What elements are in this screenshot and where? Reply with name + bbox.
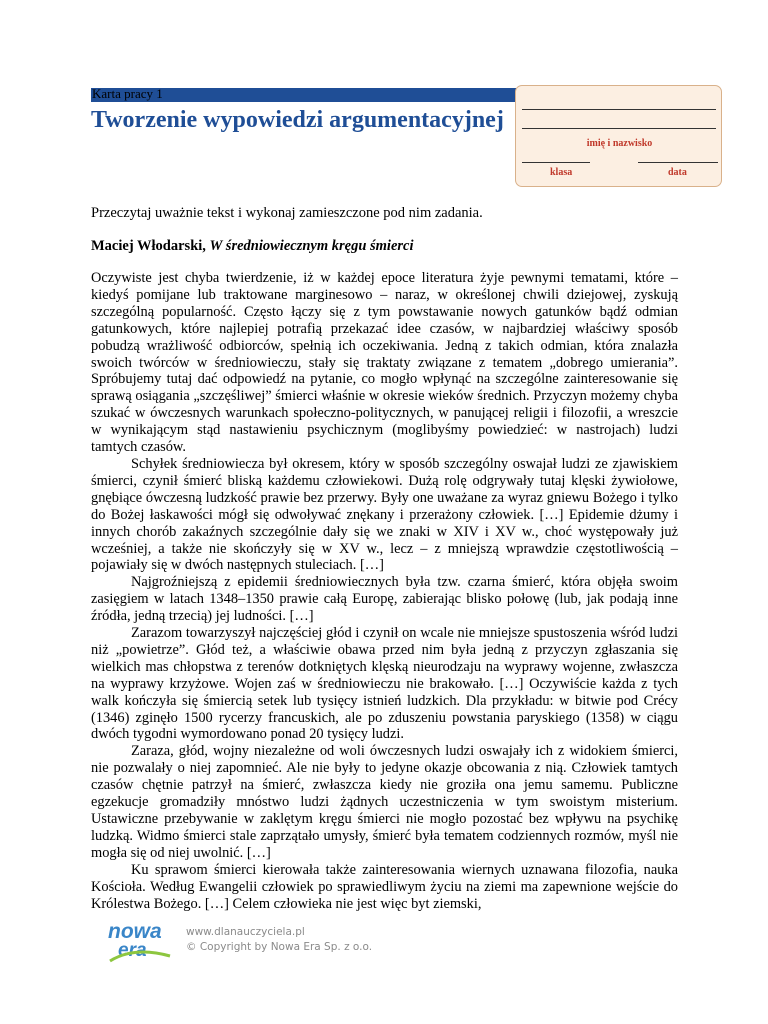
- student-info-box: [515, 85, 722, 187]
- date-line: [638, 162, 718, 163]
- author-name: Maciej Włodarski,: [91, 238, 206, 254]
- logo-word-nowa: nowa: [108, 920, 162, 943]
- paragraph: Zaraza, głód, wojny niezależne od woli ówczesnych ludzi oswajały ich z widokiem śmierci, nie pozwalały o niej zapomnieć. Ale nie były to jedyne okazje obcowania z nią. Człowiek tamtych czasów chętnie patrzył na śmierć, zwłaszcza kiedy nie groziła ona jemu samemu. Publiczne egzekucje gromadziły mnóstwo ludzi żądnych uczestniczenia w tym swoistym misterium. Ustawiczne przebywanie w zaklętym kręgu śmierci nie mogło pozostać bez wpływu na psychikę ludzką. Widmo śmierci stale zaprzątało umysły, śmierć była tematem codziennych rozmów, myśl nie mogła się od niej uwolnić. […]: [91, 743, 678, 861]
- footer-copyright: © Copyright by Nowa Era Sp. z o.o.: [186, 941, 373, 953]
- paragraph: Schyłek średniowiecza był okresem, który w sposób szczególny oswajał ludzi ze zjawiskiem śmierci, czynił śmierć bliską każdemu człowiekowi. Dużą rolę odgrywały tutaj klęski żywiołowe, gnębiące ówczesną ludzkość prawie bez przerwy. Były one uważane za wyraz gniewu Bożego i tylko do Bożej łaskawości mógł się odwoływać znękany i przerażony człowiek. […] Epidemie dżumy i innych chorób zakaźnych szczególnie dały się we znaki w XIV i XV w., choć występowały już wcześniej, a także nie skończyły się w XV w., lecz – z mniejszą wprawdzie częstotliwością – pojawiały się w dwóch następnych stuleciach. […]: [91, 455, 678, 574]
- name-line-2: [522, 128, 716, 129]
- work-title: W średniowiecznym kręgu śmierci: [209, 238, 414, 254]
- name-line-1: [522, 109, 716, 110]
- footer-url[interactable]: www.dlanauczyciela.pl: [186, 926, 305, 938]
- nowa-era-logo: [104, 918, 174, 964]
- source-citation: [91, 238, 681, 255]
- logo-word-era: era: [118, 940, 147, 961]
- worksheet-label: Karta pracy 1: [92, 86, 163, 101]
- paragraph: Najgroźniejszą z epidemii średniowiecznych była tzw. czarna śmierć, która objęła swoim zasięgiem w latach 1348–1350 prawie całą Europę, zabierając blisko połowę (lub, jak podają inne źródła, jedną trzecią) jej ludności. […]: [91, 574, 678, 625]
- date-label: data: [668, 167, 687, 178]
- footer-text: [186, 925, 372, 955]
- instruction-text: Przeczytaj uważnie tekst i wykonaj zamieszczone pod nim zadania.: [91, 205, 483, 221]
- name-label: imię i nazwisko: [586, 138, 653, 149]
- paragraph: Zarazom towarzyszył najczęściej głód i czynił on wcale nie mniejsze spustoszenia wśród ludzi niż „powietrze”. Głód też, a właściwie obawa przed nim była jedną z przyczyn zgłaszania się wielkich mas chłopstwa z terenów dotkniętych klęską nieurodzaju na wyprawy wojenne, zwłaszcza na wyprawy krzyżowe. Wojen zaś w średniowieczu nie brakowało. […] Oczywiście każda z tych walk kończyła się śmiercią setek lub tysięcy istnień ludzkich. Dla przykładu: w bitwie pod Crécy (1346) zginęło 1500 rycerzy francuskich, ale po zduszeniu powstania paryskiego (1358) w ciągu dwóch tygodni wymordowano ponad 20 tysięcy ludzi.: [91, 625, 678, 743]
- class-label: klasa: [550, 167, 573, 178]
- page-title: Tworzenie wypowiedzi argumentacyjnej: [91, 107, 504, 133]
- class-line: [522, 162, 590, 163]
- article-body: [91, 270, 678, 912]
- paragraph: Oczywiste jest chyba twierdzenie, iż w każdej epoce literatura żyje pewnymi tematami, które – kiedyś pomijane lub traktowane marginesowo – naraz, w określonej chwili dziejowej, zyskują szczególną popularność. Często łączy się z tym powstawanie nowych gatunków bądź odmian gatunkowych, które najlepiej potrafią przekazać idee czasów, w najbardziej właściwy sposób pobudzą wrażliwość odbiorców, spełnią ich oczekiwania. Jedną z takich odmian, która znalazła swoich twórców w średniowieczu, stały się traktaty związane z tematem „dobrego umierania”. Spróbujemy tutaj dać odpowiedź na pytanie, co mogło wpłynąć na szczególne zainteresowanie się sprawą osiągania „szczęśliwej” śmierci właśnie w okresie wieków średnich. Przyczyn możemy chyba szukać w ówczesnych warunkach społeczno-politycznych, w panującej religii i filozofii, a wreszcie w wynikającym stąd nastawieniu psychicznym (moglibyśmy powiedzieć: w nastrojach) ludzi tamtych czasów.: [91, 270, 678, 456]
- paragraph: Ku sprawom śmierci kierowała także zainteresowania wiernych uznawana filozofia, nauka Kościoła. Według Ewangelii człowiek po sprawiedliwym życiu na ziemi ma zapewnione wejście do Królestwa Bożego. […] Celem człowieka nie jest więc byt ziemski,: [91, 861, 678, 912]
